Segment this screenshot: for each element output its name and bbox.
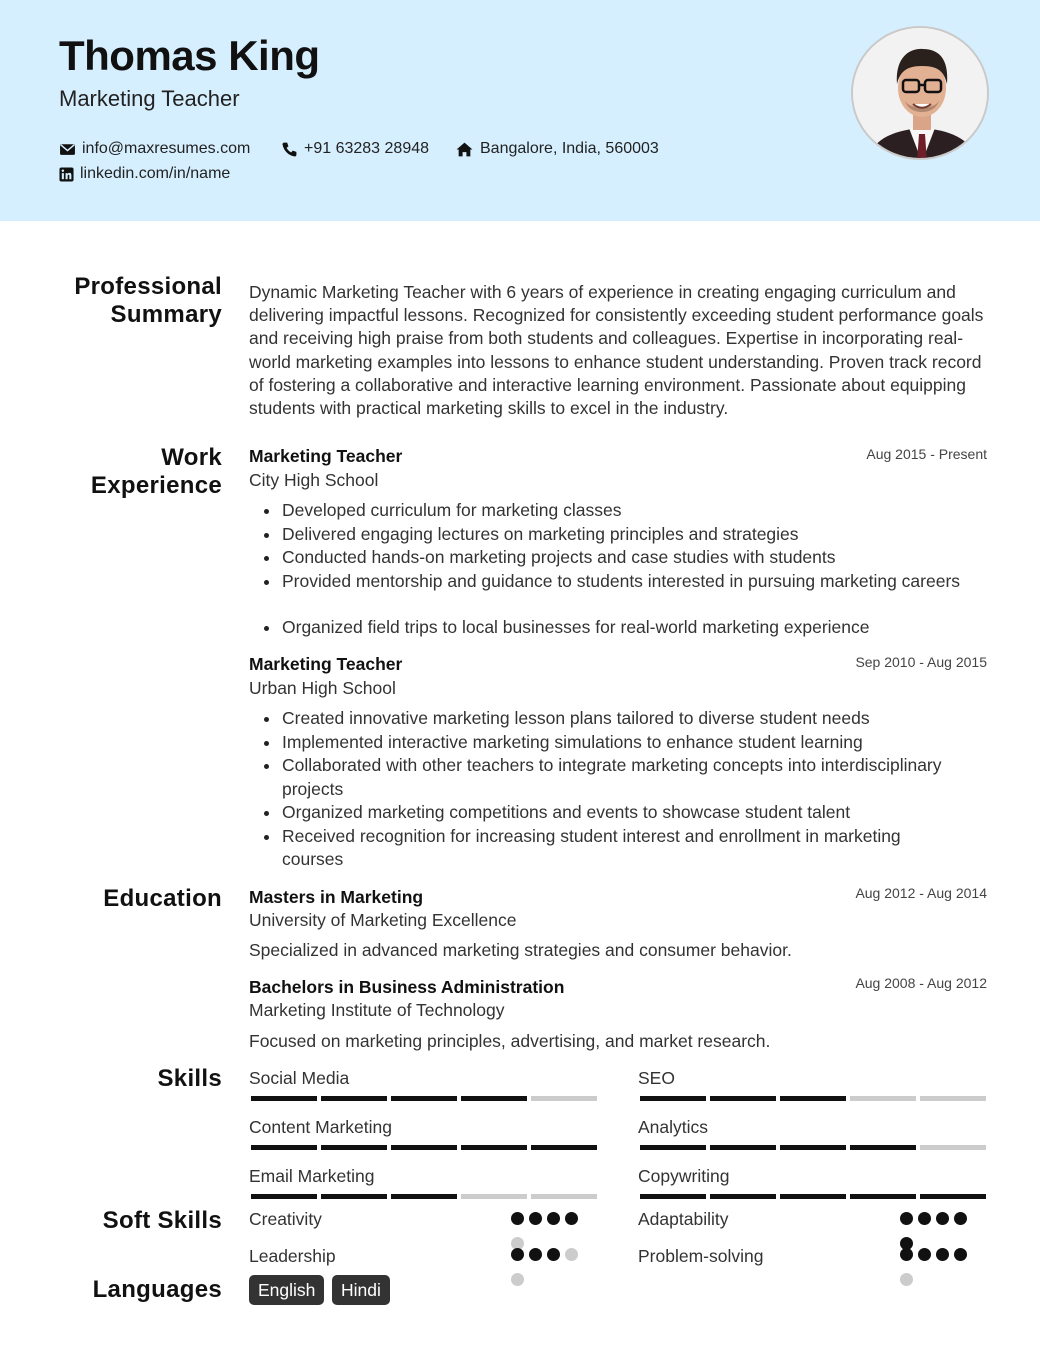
list-item: Delivered engaging lectures on marketing principles and strategies: [262, 523, 992, 547]
job-bullets: [262, 499, 992, 640]
soft-skill-name: Creativity: [249, 1209, 322, 1229]
skill-level-segment: [321, 1096, 387, 1101]
soft-skill-rating: [900, 1212, 972, 1250]
skill-name: Social Media: [249, 1068, 350, 1088]
linkedin-icon: [59, 167, 74, 182]
list-item: Conducted hands-on marketing projects and case studies with students: [262, 546, 992, 570]
rating-dot: [954, 1248, 967, 1261]
skill-level-segment: [461, 1145, 527, 1150]
skill-level-segment: [780, 1194, 846, 1199]
skill-bar: [251, 1145, 599, 1150]
rating-dot: [900, 1273, 913, 1286]
email-text: info@maxresumes.com: [82, 140, 251, 157]
rating-dot: [900, 1248, 913, 1261]
rating-dot: [547, 1248, 560, 1261]
soft-skill-rating: [511, 1212, 583, 1250]
section-heading-work: Work Experience: [90, 444, 222, 499]
list-item: Provided mentorship and guidance to students interested in pursuing marketing careers: [262, 570, 992, 594]
summary-text: Dynamic Marketing Teacher with 6 years of experience in creating engaging curriculum and delivering impactful lessons. Recognized for consistently exceeding student performance goals and receiving high praise from both students and colleagues. Expertise in incorporating real-world marketing examples into lessons to enhance student understanding. Proven track record of fostering a collaborative and interactive learning environment. Passionate about equipping students with practical marketing skills to excel in the industry.: [249, 282, 984, 419]
home-icon: [455, 141, 474, 158]
skill-level-segment: [531, 1145, 597, 1150]
rating-dot: [936, 1248, 949, 1261]
rating-dot: [565, 1212, 578, 1225]
soft-skill-rating: [900, 1248, 972, 1286]
education-description: Focused on marketing principles, advertising, and market research.: [249, 1031, 771, 1051]
skill-level-segment: [710, 1145, 776, 1150]
skill-level-segment: [391, 1194, 457, 1199]
contact-address: [455, 140, 659, 158]
rating-dot: [900, 1212, 913, 1225]
skill-bar: [640, 1096, 988, 1101]
job-bullets: [262, 707, 977, 872]
skill-level-segment: [531, 1194, 597, 1199]
skill-level-segment: [640, 1096, 706, 1101]
address-text: Bangalore, India, 560003: [480, 140, 659, 157]
list-item: Implemented interactive marketing simulations to enhance student learning: [262, 731, 977, 755]
skill-level-segment: [780, 1145, 846, 1150]
skill-level-segment: [850, 1096, 916, 1101]
rating-dot: [918, 1212, 931, 1225]
skill-level-segment: [251, 1194, 317, 1199]
job-org: Urban High School: [249, 678, 396, 698]
rating-dot: [529, 1248, 542, 1261]
rating-dot: [936, 1212, 949, 1225]
rating-dot: [511, 1273, 524, 1286]
soft-skill-rating: [511, 1248, 583, 1286]
skill-name: Copywriting: [638, 1166, 730, 1186]
section-heading-languages: Languages: [92, 1276, 222, 1303]
soft-skill-name: Problem-solving: [638, 1246, 764, 1266]
contact-phone[interactable]: [281, 140, 429, 158]
skill-bar: [251, 1194, 599, 1199]
skill-level-segment: [920, 1194, 986, 1199]
education-date: Aug 2008 - Aug 2012: [855, 975, 987, 991]
skill-level-segment: [321, 1145, 387, 1150]
skill-level-segment: [531, 1096, 597, 1101]
linkedin-text: linkedin.com/in/name: [80, 165, 231, 182]
job-date: Aug 2015 - Present: [866, 446, 987, 462]
section-heading-skills: Skills: [157, 1065, 222, 1092]
skill-bar: [640, 1145, 988, 1150]
soft-skill-name: Leadership: [249, 1246, 336, 1266]
rating-dot: [565, 1248, 578, 1261]
language-tag: Hindi: [332, 1275, 390, 1305]
language-tag: English: [249, 1275, 324, 1305]
skill-name: Analytics: [638, 1117, 709, 1137]
education-description: Specialized in advanced marketing strategies and consumer behavior.: [249, 940, 792, 960]
skill-level-segment: [640, 1194, 706, 1199]
skill-bar: [251, 1096, 599, 1101]
skill-level-segment: [461, 1096, 527, 1101]
skill-level-segment: [391, 1145, 457, 1150]
skill-level-segment: [920, 1145, 986, 1150]
section-heading-education: Education: [103, 885, 222, 912]
section-heading-summary: Professional Summary: [74, 273, 222, 328]
degree-title: Bachelors in Business Administration: [249, 977, 565, 997]
candidate-title: Marketing Teacher: [59, 86, 240, 111]
skill-level-segment: [321, 1194, 387, 1199]
job-title: Marketing Teacher: [249, 654, 403, 674]
school-name: University of Marketing Excellence: [249, 910, 517, 930]
phone-icon: [281, 141, 298, 158]
skill-level-segment: [850, 1145, 916, 1150]
list-item: Received recognition for increasing student interest and enrollment in marketing courses: [262, 825, 937, 872]
avatar-illustration: [853, 28, 989, 160]
rating-dot: [918, 1248, 931, 1261]
skill-name: SEO: [638, 1068, 675, 1088]
skill-level-segment: [461, 1194, 527, 1199]
school-name: Marketing Institute of Technology: [249, 1000, 505, 1020]
skill-level-segment: [251, 1096, 317, 1101]
envelope-icon: [59, 141, 76, 158]
skill-level-segment: [710, 1194, 776, 1199]
resume-header: [0, 0, 1040, 221]
list-item: Collaborated with other teachers to integrate marketing concepts into interdisciplinary projects: [262, 754, 977, 801]
skill-level-segment: [780, 1096, 846, 1101]
phone-text: +91 63283 28948: [304, 140, 430, 157]
skill-level-segment: [710, 1096, 776, 1101]
list-item: Developed curriculum for marketing classes: [262, 499, 992, 523]
rating-dot: [954, 1212, 967, 1225]
rating-dot: [529, 1212, 542, 1225]
education-date: Aug 2012 - Aug 2014: [855, 885, 987, 901]
profile-photo: [851, 26, 989, 160]
contact-email[interactable]: [59, 140, 250, 158]
skill-level-segment: [391, 1096, 457, 1101]
list-item: Organized marketing competitions and events to showcase student talent: [262, 801, 977, 825]
list-item: Organized field trips to local businesses for real-world marketing experience: [262, 616, 992, 640]
rating-dot: [511, 1248, 524, 1261]
skill-level-segment: [251, 1145, 317, 1150]
list-item: Created innovative marketing lesson plans tailored to diverse student needs: [262, 707, 977, 731]
skill-level-segment: [920, 1096, 986, 1101]
contact-linkedin[interactable]: [59, 165, 230, 183]
job-org: City High School: [249, 470, 379, 490]
skill-bar: [640, 1194, 988, 1199]
skill-name: Email Marketing: [249, 1166, 375, 1186]
skill-name: Content Marketing: [249, 1117, 392, 1137]
degree-title: Masters in Marketing: [249, 887, 424, 907]
job-title: Marketing Teacher: [249, 446, 403, 466]
job-date: Sep 2010 - Aug 2015: [855, 654, 987, 670]
rating-dot: [547, 1212, 560, 1225]
section-heading-soft-skills: Soft Skills: [102, 1207, 222, 1234]
candidate-name: Thomas King: [59, 32, 320, 79]
skill-level-segment: [850, 1194, 916, 1199]
rating-dot: [511, 1212, 524, 1225]
skill-level-segment: [640, 1145, 706, 1150]
soft-skill-name: Adaptability: [638, 1209, 729, 1229]
